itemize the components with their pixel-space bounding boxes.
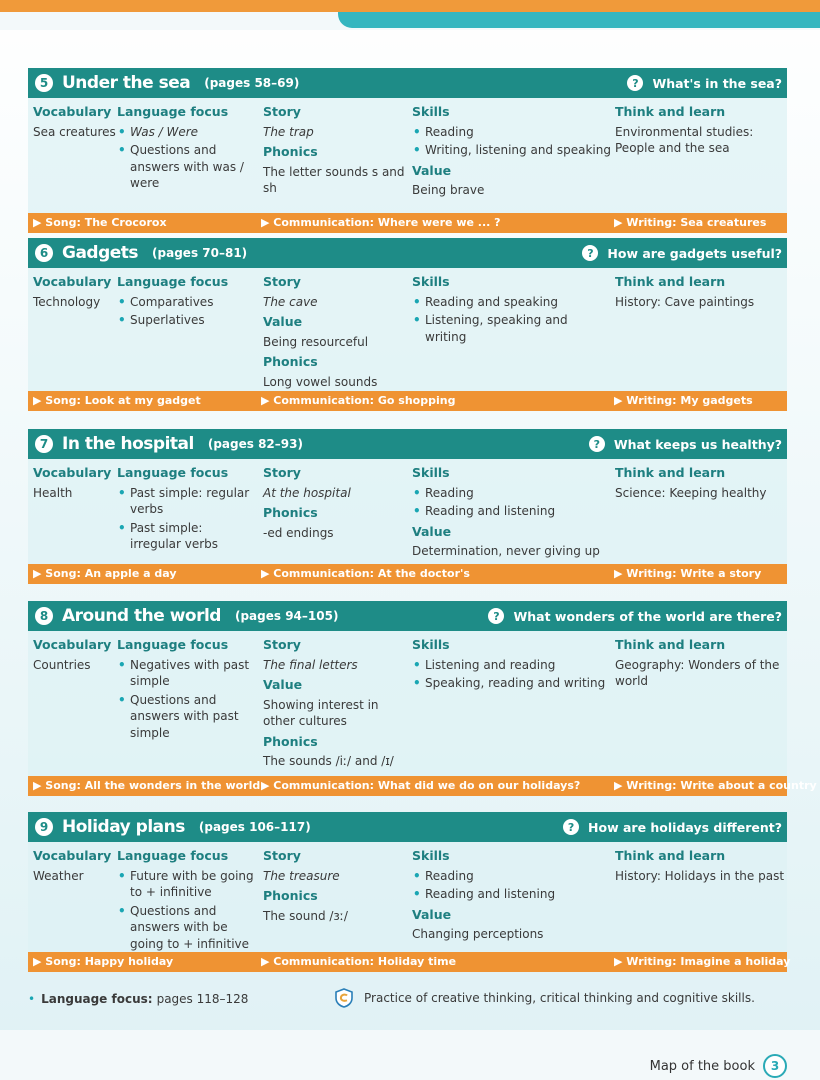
page-number: 3 (763, 1054, 787, 1078)
unit-header (28, 812, 787, 842)
writing-link: ▶ Writing: My gadgets (614, 394, 753, 407)
think-and-learn-text: Environmental studies: People and the sea (615, 124, 754, 155)
phonics-heading: Phonics (263, 505, 318, 520)
top-teal-band (338, 12, 820, 28)
language-focus-column (117, 465, 257, 555)
language-focus-item: • Questions and answers with was / were (117, 142, 257, 192)
language-focus-item: • Comparatives (117, 294, 257, 311)
language-focus-legend-label: Language focus: (41, 992, 153, 1006)
unit-title: Around the world (62, 606, 221, 626)
thinking-skills-note-text: Practice of creative thinking, critical thinking and cognitive skills. (364, 991, 755, 1005)
skills-column (412, 848, 612, 945)
big-question (582, 238, 782, 268)
skills-heading: Skills (412, 465, 450, 480)
big-question (488, 601, 782, 631)
value-heading: Value (263, 677, 303, 692)
skills-item: • Listening, speaking and writing (412, 312, 612, 345)
unit-5 (28, 68, 787, 233)
think-and-learn-text: Science: Keeping healthy (615, 485, 767, 500)
vocabulary-heading: Vocabulary (33, 637, 112, 652)
value-text: Being brave (412, 183, 485, 197)
unit-number: 9 (35, 818, 53, 836)
skills-heading: Skills (412, 637, 450, 652)
song-link: ▶ Song: The Crocorox (33, 216, 167, 229)
language-focus-item: • Negatives with past simple (117, 657, 257, 690)
phonics-heading: Phonics (263, 144, 318, 159)
vocabulary-text: Weather (33, 868, 84, 883)
phonics-text: The sounds /iː/ and /ɪ/ (263, 754, 394, 768)
story-column (263, 848, 408, 926)
story-heading: Story (263, 637, 301, 652)
skills-item: • Reading and speaking (412, 294, 612, 311)
unit-number: 8 (35, 607, 53, 625)
unit-header (28, 238, 787, 268)
skills-item: • Reading (412, 485, 612, 502)
value-text: Changing perceptions (412, 927, 544, 941)
skills-item: • Reading (412, 868, 612, 885)
think-and-learn-column (615, 848, 787, 886)
skills-item: • Speaking, reading and writing (412, 675, 612, 692)
phonics-heading: Phonics (263, 354, 318, 369)
vocabulary-text: Technology (33, 294, 101, 309)
unit-title: Gadgets (62, 243, 139, 263)
language-focus-heading: Language focus (117, 637, 229, 652)
language-focus-column (117, 637, 257, 743)
value-heading: Value (412, 162, 452, 178)
story-title: The final letters (263, 657, 358, 672)
language-focus-heading: Language focus (117, 104, 229, 119)
phonics-heading: Phonics (263, 733, 318, 749)
value-text: Showing interest in other cultures (263, 697, 379, 728)
bullet-icon: • (28, 992, 36, 1006)
skills-item: • Writing, listening and speaking (412, 142, 612, 159)
skills-heading: Skills (412, 848, 450, 863)
map-of-the-book-label: Map of the book (649, 1058, 755, 1074)
language-focus-legend (28, 992, 248, 1006)
language-focus-column (117, 848, 257, 954)
phonics-text: -ed endings (263, 525, 334, 540)
story-title: At the hospital (263, 485, 351, 500)
unit-body (28, 842, 787, 952)
unit-pages: (pages 58–69) (204, 76, 300, 90)
vocabulary-text: Countries (33, 657, 91, 672)
value-heading: Value (263, 314, 303, 329)
big-question (589, 429, 782, 459)
unit-9 (28, 812, 791, 972)
unit-number: 5 (35, 74, 53, 92)
big-question-text: What's in the sea? (652, 75, 782, 91)
unit-footer (28, 213, 787, 233)
think-and-learn-column (615, 274, 787, 312)
unit-body (28, 459, 787, 564)
unit-footer (28, 776, 817, 796)
vocabulary-column (33, 465, 117, 503)
communication-link: ▶ Communication: Holiday time (261, 955, 457, 968)
language-focus-item: • Questions and answers with be going to + infinitive (117, 903, 257, 953)
think-and-learn-text: History: Cave paintings (615, 294, 755, 309)
language-focus-item: • Past simple: regular verbs (117, 485, 257, 518)
unit-pages: (pages 94–105) (234, 609, 339, 623)
vocabulary-heading: Vocabulary (33, 465, 112, 480)
question-icon: ? (627, 75, 643, 91)
think-and-learn-column (615, 465, 787, 503)
song-link: ▶ Song: All the wonders in the world (33, 779, 261, 792)
big-question-text: How are gadgets useful? (607, 245, 782, 261)
language-focus-heading: Language focus (117, 848, 229, 863)
big-question-text: What wonders of the world are there? (513, 608, 782, 624)
communication-link: ▶ Communication: Go shopping (261, 394, 456, 407)
writing-link: ▶ Writing: Write about a country (614, 779, 817, 792)
question-icon: ? (563, 819, 579, 835)
thinking-skills-shield-icon (335, 988, 353, 1008)
vocabulary-column (33, 104, 117, 142)
writing-link: ▶ Writing: Imagine a holiday (614, 955, 791, 968)
unit-title: Holiday plans (62, 817, 185, 837)
song-link: ▶ Song: Look at my gadget (33, 394, 201, 407)
story-heading: Story (263, 274, 301, 289)
value-heading: Value (412, 523, 452, 539)
top-orange-band (0, 0, 820, 12)
question-icon: ? (589, 436, 605, 452)
unit-pages: (pages 106–117) (198, 820, 311, 834)
skills-item: • Listening and reading (412, 657, 612, 674)
language-focus-legend-pages: pages 118–128 (156, 992, 249, 1006)
story-title: The cave (263, 294, 318, 309)
story-column (263, 465, 408, 543)
big-question (563, 812, 782, 842)
skills-column (412, 637, 612, 694)
skills-heading: Skills (412, 104, 450, 119)
unit-8 (28, 601, 817, 796)
story-heading: Story (263, 104, 301, 119)
phonics-text: Long vowel sounds (263, 374, 378, 389)
communication-link: ▶ Communication: Where were we ... ? (261, 216, 501, 229)
think-and-learn-column (615, 637, 787, 692)
story-column (263, 274, 408, 392)
language-focus-item: • Was / Were (117, 124, 257, 141)
story-heading: Story (263, 848, 301, 863)
language-focus-item: • Past simple: irregular verbs (117, 520, 257, 553)
value-text: Determination, never giving up (412, 544, 600, 558)
writing-link: ▶ Writing: Write a story (614, 567, 762, 580)
skills-item: • Reading and listening (412, 503, 612, 520)
vocabulary-column (33, 274, 117, 312)
unit-body (28, 631, 787, 776)
think-and-learn-heading: Think and learn (615, 848, 726, 863)
think-and-learn-text: History: Holidays in the past (615, 868, 785, 883)
unit-6 (28, 238, 787, 411)
think-and-learn-column (615, 104, 787, 159)
unit-header (28, 601, 787, 631)
unit-header (28, 429, 787, 459)
big-question-text: How are holidays different? (588, 819, 782, 835)
unit-pages: (pages 82–93) (207, 437, 303, 451)
phonics-text: The sound /ɜː/ (263, 908, 348, 923)
story-title: The treasure (263, 868, 340, 883)
unit-body (28, 268, 787, 391)
vocabulary-heading: Vocabulary (33, 274, 112, 289)
skills-item: • Reading and listening (412, 886, 612, 903)
skills-item: • Reading (412, 124, 612, 141)
language-focus-heading: Language focus (117, 274, 229, 289)
language-focus-column (117, 104, 257, 194)
language-focus-item: • Future with be going to + infinitive (117, 868, 257, 901)
phonics-text: The letter sounds s and sh (263, 164, 405, 195)
vocabulary-column (33, 848, 117, 886)
song-link: ▶ Song: Happy holiday (33, 955, 174, 968)
unit-footer (28, 391, 787, 411)
unit-number: 6 (35, 244, 53, 262)
value-heading: Value (412, 906, 452, 922)
map-of-the-book-footer (650, 1054, 787, 1078)
unit-body (28, 98, 787, 213)
story-title: The trap (263, 124, 314, 139)
unit-footer (28, 952, 791, 972)
unit-footer (28, 564, 787, 584)
language-focus-column (117, 274, 257, 331)
unit-title: In the hospital (62, 434, 194, 454)
skills-column (412, 465, 612, 562)
think-and-learn-heading: Think and learn (615, 274, 726, 289)
unit-7 (28, 429, 787, 584)
think-and-learn-heading: Think and learn (615, 104, 726, 119)
vocabulary-text: Sea creatures (33, 124, 116, 139)
story-column (263, 104, 408, 199)
communication-link: ▶ Communication: At the doctor's (261, 567, 470, 580)
communication-link: ▶ Communication: What did we do on our holidays? (261, 779, 581, 792)
phonics-heading: Phonics (263, 888, 318, 903)
skills-column (412, 104, 612, 201)
think-and-learn-heading: Think and learn (615, 465, 726, 480)
song-link: ▶ Song: An apple a day (33, 567, 177, 580)
unit-number: 7 (35, 435, 53, 453)
value-text: Being resourceful (263, 334, 369, 349)
story-heading: Story (263, 465, 301, 480)
writing-link: ▶ Writing: Sea creatures (614, 216, 767, 229)
language-focus-heading: Language focus (117, 465, 229, 480)
question-icon: ? (582, 245, 598, 261)
skills-column (412, 274, 612, 347)
unit-title: Under the sea (62, 73, 191, 93)
vocabulary-text: Health (33, 485, 73, 500)
thinking-skills-note (335, 988, 755, 1008)
unit-pages: (pages 70–81) (152, 246, 248, 260)
vocabulary-heading: Vocabulary (33, 848, 112, 863)
think-and-learn-text: Geography: Wonders of the world (615, 657, 780, 688)
vocabulary-heading: Vocabulary (33, 104, 112, 119)
vocabulary-column (33, 637, 117, 675)
big-question-text: What keeps us healthy? (613, 436, 782, 452)
big-question (627, 68, 782, 98)
language-focus-item: • Superlatives (117, 312, 257, 329)
think-and-learn-heading: Think and learn (615, 637, 726, 652)
story-column (263, 637, 408, 772)
language-focus-item: • Questions and answers with past simple (117, 692, 257, 742)
skills-heading: Skills (412, 274, 450, 289)
question-icon: ? (488, 608, 504, 624)
unit-header (28, 68, 787, 98)
